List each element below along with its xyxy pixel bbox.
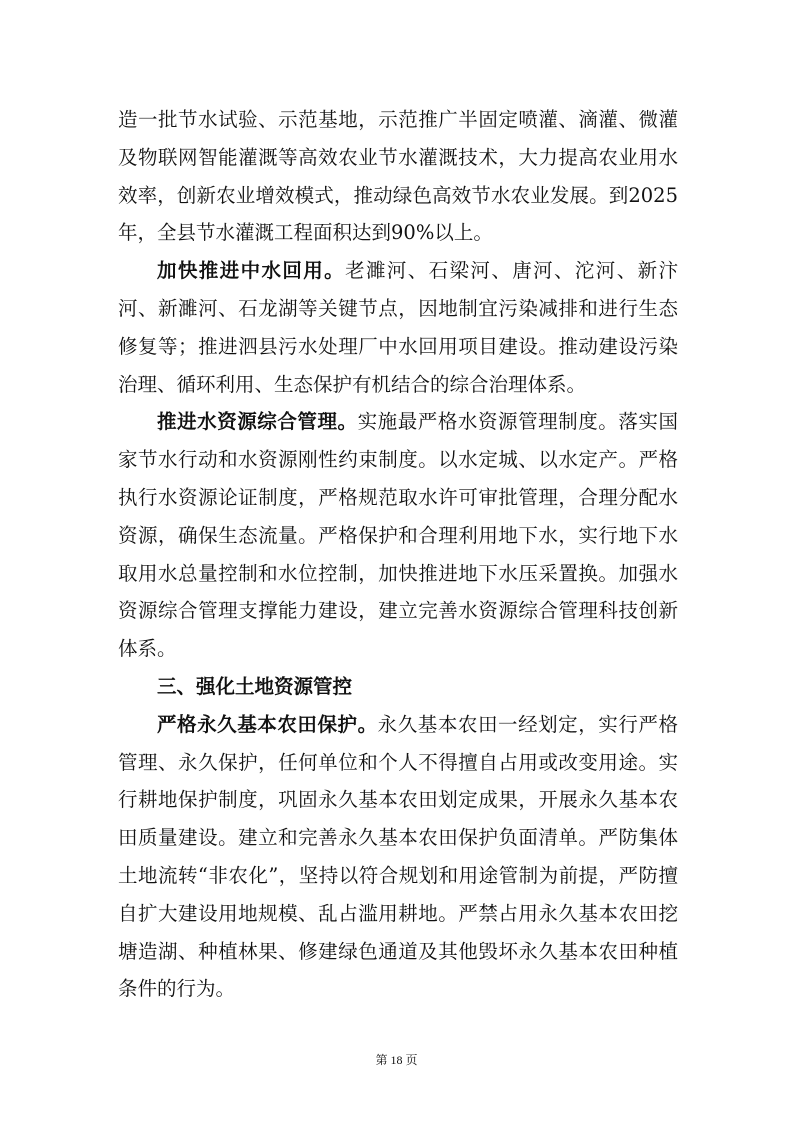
section-heading: 三、强化土地资源管控 [157, 674, 353, 698]
paragraph-farmland-protection [118, 706, 678, 1008]
paragraph-water-management [118, 403, 678, 668]
paragraph-text: 老濉河、石梁河、唐河、沱河、新汴河、新濉河、石龙湖等关键节点，因地制宜污染减排和进行生态修复等；推进泗县污水处理厂中水回用项目建设。推动建设污染治理、循环利用、生态保护有机结合的综合治理体系。 [118, 259, 678, 396]
paragraph-text: 造一批节水试验、示范基地，示范推广半固定喷灌、滴灌、微灌及物联网智能灌溉等高效农业节水灌溉技术，大力提高农业用水效率，创新农业增效模式，推动绿色高效节水农业发展。到2025年，全县节水灌溉工程面积达到90%以上。 [118, 108, 678, 245]
paragraph-lead: 加快推进中水回用。 [157, 259, 346, 283]
document-body [118, 101, 678, 1008]
paragraph-lead: 推进水资源综合管理。 [157, 410, 358, 434]
paragraph-text: 实施最严格水资源管理制度。落实国家节水行动和水资源刚性约束制度。以水定城、以水定产。严格执行水资源论证制度，严格规范取水许可审批管理，合理分配水资源，确保生态流量。严格保护和合理利用地下水，实行地下水取用水总量控制和水位控制，加快推进地下水压采置换。加强水资源综合管理支撑能力建设，建立完善水资源综合管理科技创新体系。 [118, 410, 678, 661]
paragraph-text: 永久基本农田一经划定，实行严格管理、永久保护，任何单位和个人不得擅自占用或改变用途。实行耕地保护制度，巩固永久基本农田划定成果，开展永久基本农田质量建设。建立和完善永久基本农田保护负面清单。严防集体土地流转“非农化”，坚持以符合规划和用途管制为前提，严防擅自扩大建设用地规模、乱占滥用耕地。严禁占用永久基本农田挖塘造湖、种植林果、修建绿色通道及其他毁坏永久基本农田种植条件的行为。 [118, 712, 678, 1001]
paragraph-lead: 严格永久基本农田保护。 [157, 712, 378, 736]
paragraph-continuation [118, 101, 678, 252]
paragraph-reclaimed-water [118, 252, 678, 403]
page-number: 第 18 页 [375, 1053, 418, 1067]
